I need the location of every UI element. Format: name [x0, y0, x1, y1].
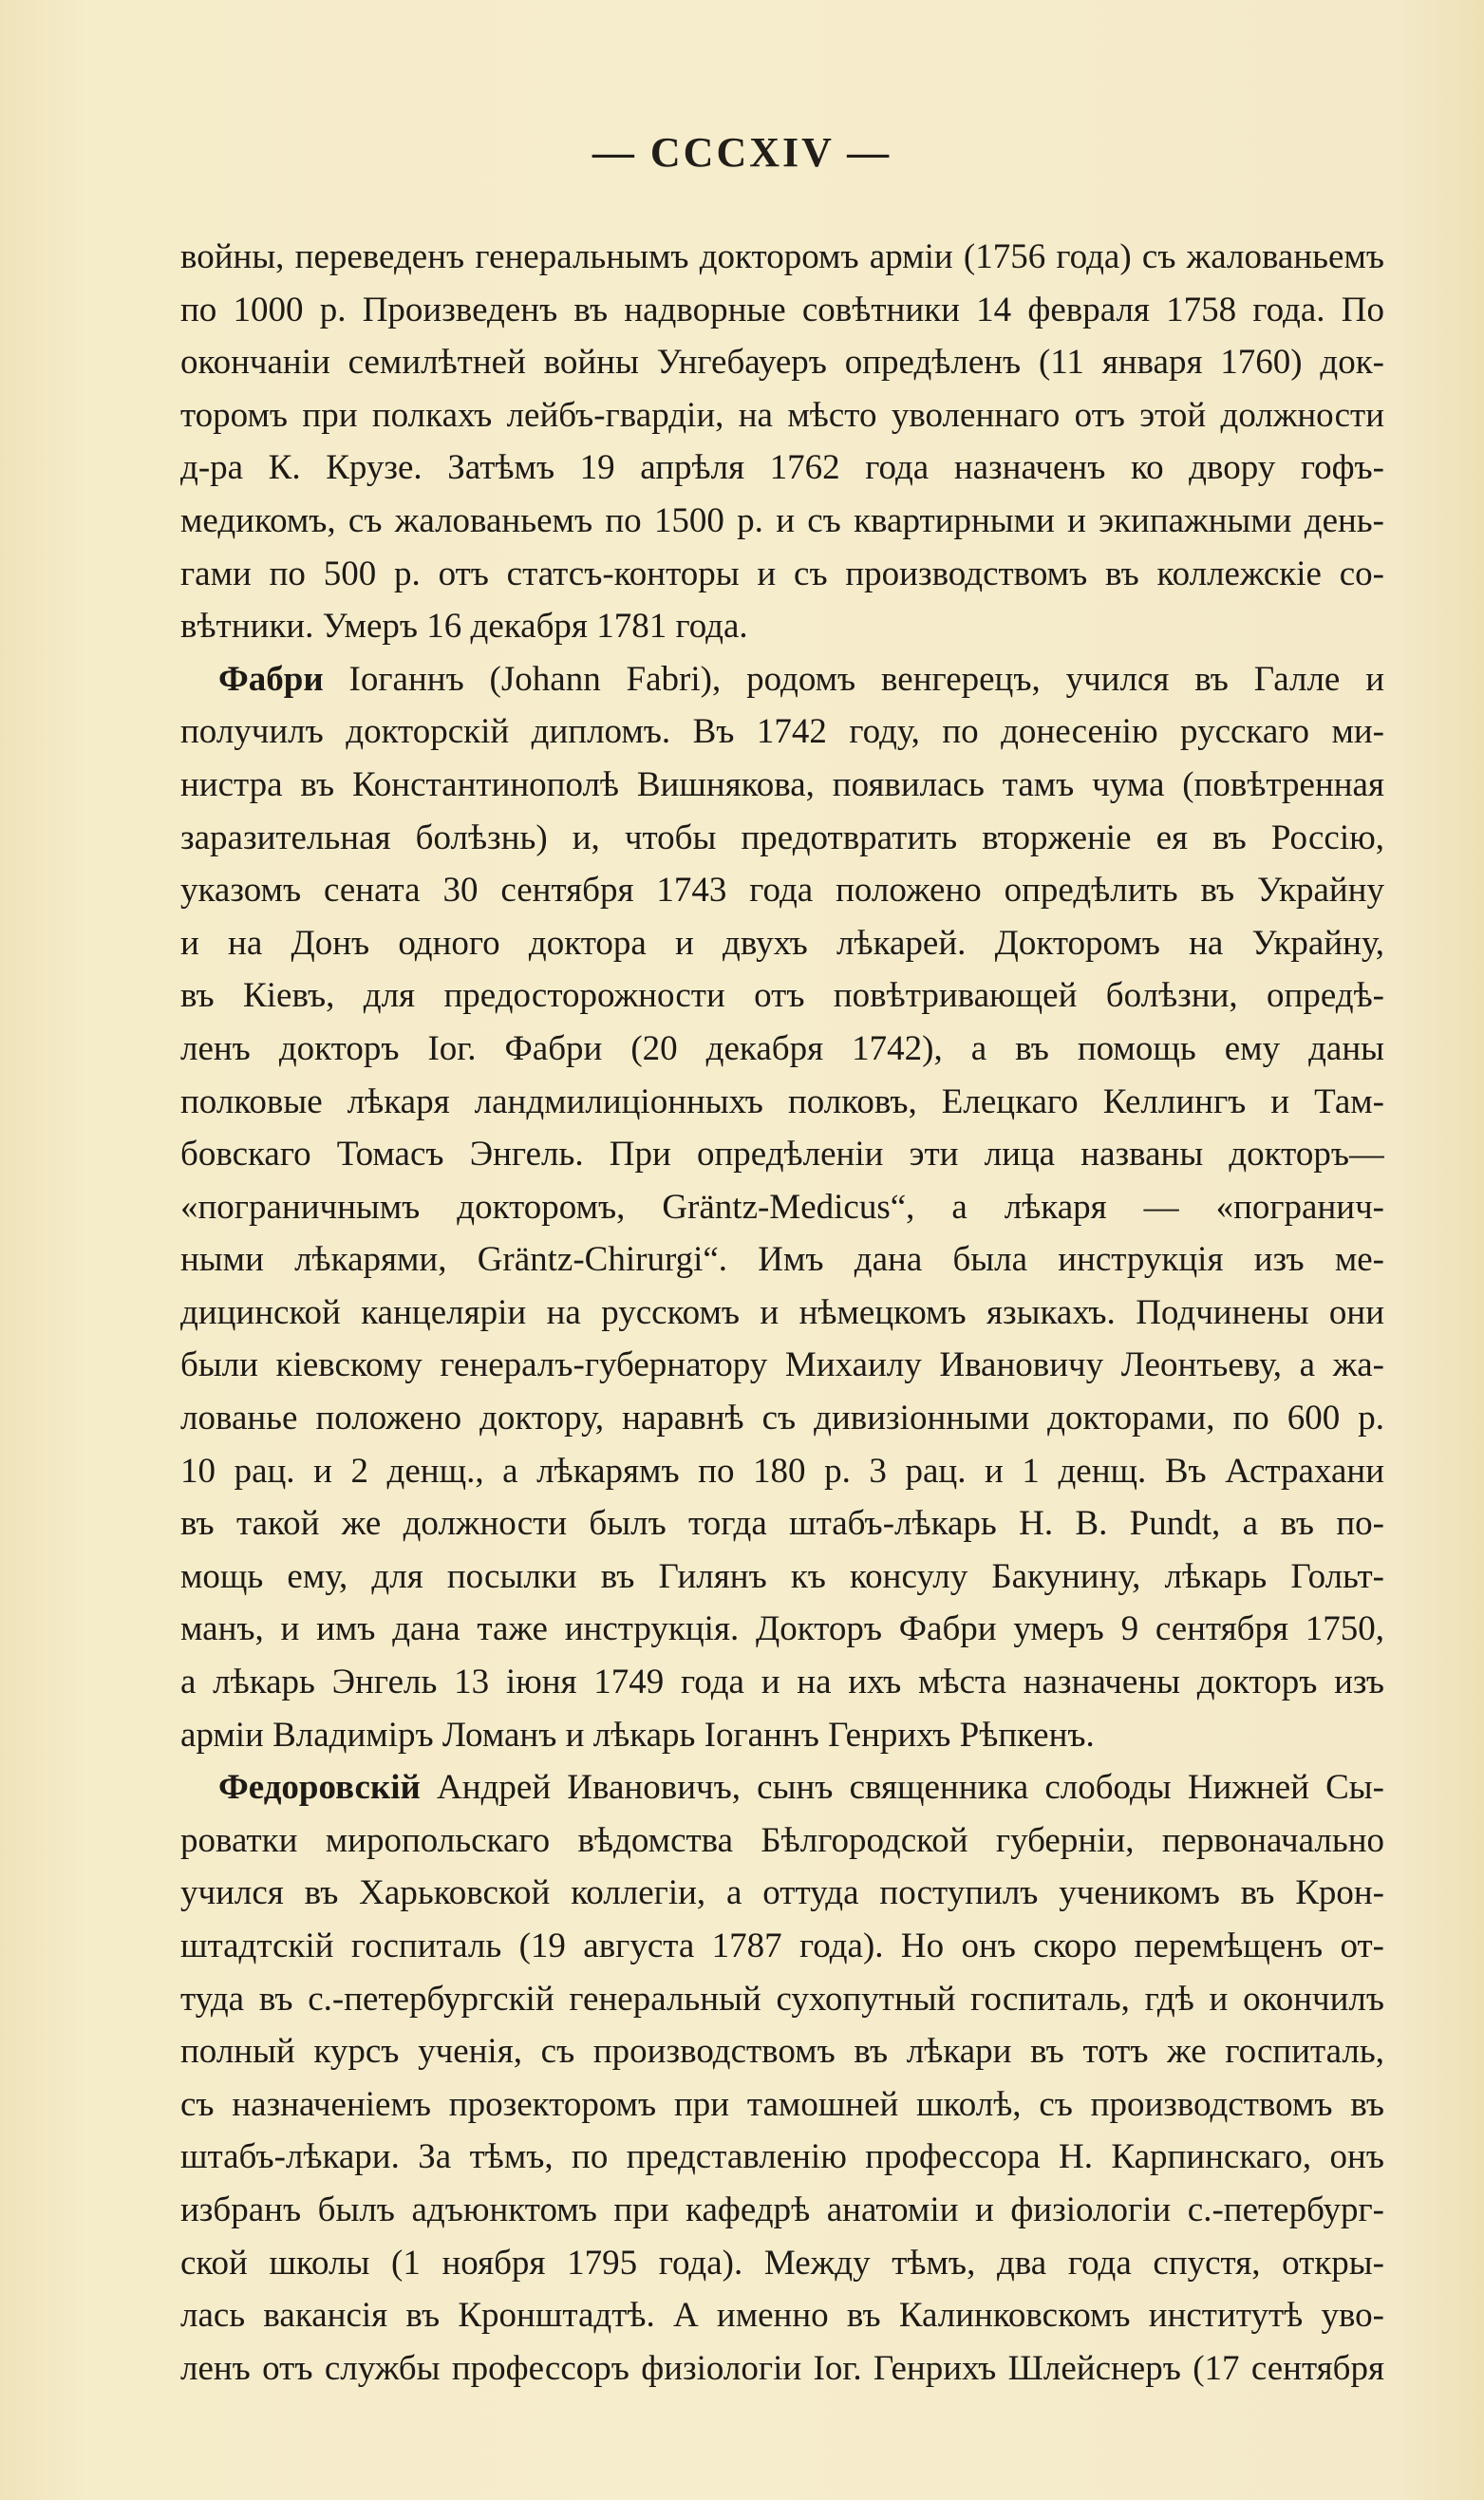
text-line: ленъ докторъ Іог. Фабри (20 декабря 1742), а въ помощь ему даны: [180, 1028, 1384, 1068]
text-line: указомъ сената 30 сентября 1743 года положено опредѣлить въ Украйну: [180, 871, 1384, 911]
text-line: окончаніи семилѣтней войны Унгебауеръ опредѣленъ (11 января 1760) док-: [180, 343, 1384, 383]
text-line: избранъ былъ адъюнктомъ при кафедрѣ анатоміи и физіологіи с.-петербург-: [180, 2190, 1384, 2229]
text-line: торомъ при полкахъ лейбъ-гвардіи, на мѣсто уволеннаго отъ этой должности: [180, 395, 1384, 435]
page-number: — CCCXIV —: [592, 129, 892, 176]
text-line: ской школы (1 ноября 1795 года). Между тѣмъ, два года спустя, откры-: [180, 2243, 1384, 2283]
entry-text: Іоганнъ (Johann Fabri), родомъ венгерецъ, учился въ Галле и: [323, 659, 1384, 699]
text-line: туда въ с.-петербургскій генеральный сухопутный госпиталь, гдѣ и окончилъ: [180, 1979, 1384, 2019]
text-line: въ Кіевъ, для предосторожности отъ повѣтривающей болѣзни, опредѣ-: [180, 976, 1384, 1016]
text-line: вѣтники. Умеръ 16 декабря 1781 года.: [180, 607, 748, 647]
text-line: лась вакансія въ Кронштадтѣ. А именно въ Калинковскомъ институтѣ уво-: [180, 2296, 1384, 2336]
text-line: а лѣкарь Энгель 13 іюня 1749 года и на ихъ мѣста назначены докторъ изъ: [180, 1663, 1384, 1702]
text-line: ными лѣкарями, Gräntz-Chirurgi“. Имъ дана была инструкція изъ ме-: [180, 1240, 1384, 1280]
text-line: д-ра К. Крузе. Затѣмъ 19 апрѣля 1762 года назначенъ ко двору гофъ-: [180, 448, 1384, 488]
entry-name: Фабри: [218, 659, 324, 699]
text-line: манъ, и имъ дана таже инструкція. Докторъ Фабри умеръ 9 сентября 1750,: [180, 1609, 1384, 1649]
text-line: нистра въ Константинополѣ Вишнякова, появилась тамъ чума (повѣтренная: [180, 764, 1384, 804]
text-line: 10 рац. и 2 денщ., а лѣкарямъ по 180 р. 3 рац. и 1 денщ. Въ Астрахани: [180, 1451, 1384, 1491]
text-body: [180, 231, 1384, 2395]
text-line: [180, 653, 1384, 706]
text-line: «пограничнымъ докторомъ, Gräntz-Medicus“, а лѣкаря — «погранич-: [180, 1187, 1384, 1227]
text-line: полковые лѣкаря ландмилиціонныхъ полковъ, Елецкаго Келлингъ и Там-: [180, 1081, 1384, 1121]
text-line: гами по 500 р. отъ статсъ-конторы и съ производствомъ въ коллежскіе со-: [180, 554, 1384, 593]
text-line: бовскаго Томасъ Энгель. При опредѣленіи эти лица названы докторъ—: [180, 1135, 1384, 1175]
text-line: штабъ-лѣкари. За тѣмъ, по представленію профессора Н. Карпинскаго, онъ: [180, 2137, 1384, 2177]
text-line: въ такой же должности былъ тогда штабъ-лѣкарь Н. В. Pundt, а въ по-: [180, 1504, 1384, 1544]
paragraph-fabri: [180, 653, 1384, 1761]
text-line: [180, 1761, 1384, 1814]
text-line: учился въ Харьковской коллегіи, а оттуда поступилъ ученикомъ въ Крон-: [180, 1873, 1384, 1913]
text-line: штадтскій госпиталь (19 августа 1787 года). Но онъ скоро перемѣщенъ от-: [180, 1927, 1384, 1965]
text-line: мощь ему, для посылки въ Гилянъ къ консулу Бакунину, лѣкарь Гольт-: [180, 1556, 1384, 1596]
text-line: по 1000 р. Произведенъ въ надворные совѣтники 14 февраля 1758 года. По: [180, 290, 1384, 329]
text-line: заразительная болѣзнь) и, чтобы предотвратить вторженіе ея въ Россію,: [180, 818, 1384, 857]
text-line: дицинской канцеляріи на русскомъ и нѣмецкомъ языкахъ. Подчинены они: [180, 1292, 1384, 1332]
entry-text: Андрей Ивановичъ, сынъ священника слободы Нижней Сы-: [420, 1768, 1384, 1808]
text-line: полный курсъ ученія, съ производствомъ въ лѣкари въ тотъ же госпиталь,: [180, 2032, 1384, 2072]
text-line: получилъ докторскій дипломъ. Въ 1742 году, по донесенію русскаго ми-: [180, 712, 1384, 752]
paragraph-ungebauer-continued: [180, 231, 1384, 653]
text-line: войны, переведенъ генеральнымъ докторомъ арміи (1756 года) съ жалованьемъ: [180, 237, 1384, 276]
text-line: съ назначеніемъ прозекторомъ при тамошней школѣ, съ производствомъ въ: [180, 2084, 1384, 2124]
text-line: роватки миропольскаго вѣдомства Бѣлгородской губерніи, первоначально: [180, 1820, 1384, 1860]
text-line: арміи Владиміръ Ломанъ и лѣкарь Іоганнъ Генрихъ Рѣпкенъ.: [180, 1715, 1095, 1755]
text-line: были кіевскому генералъ-губернатору Михаилу Ивановичу Леонтьеву, а жа-: [180, 1345, 1384, 1385]
text-line: ленъ отъ службы профессоръ физіологіи Іог. Генрихъ Шлейснеръ (17 сентября: [180, 2348, 1384, 2388]
text-line: медикомъ, съ жалованьемъ по 1500 р. и съ квартирными и экипажными день-: [180, 500, 1384, 540]
entry-name: Федоровскій: [218, 1768, 421, 1808]
text-line: лованье положено доктору, наравнѣ съ дивизіонными докторами, по 600 р.: [180, 1399, 1384, 1438]
text-line: и на Донъ одного доктора и двухъ лѣкарей. Докторомъ на Украйну,: [180, 923, 1384, 963]
paragraph-fedorovsky: [180, 1761, 1384, 2395]
